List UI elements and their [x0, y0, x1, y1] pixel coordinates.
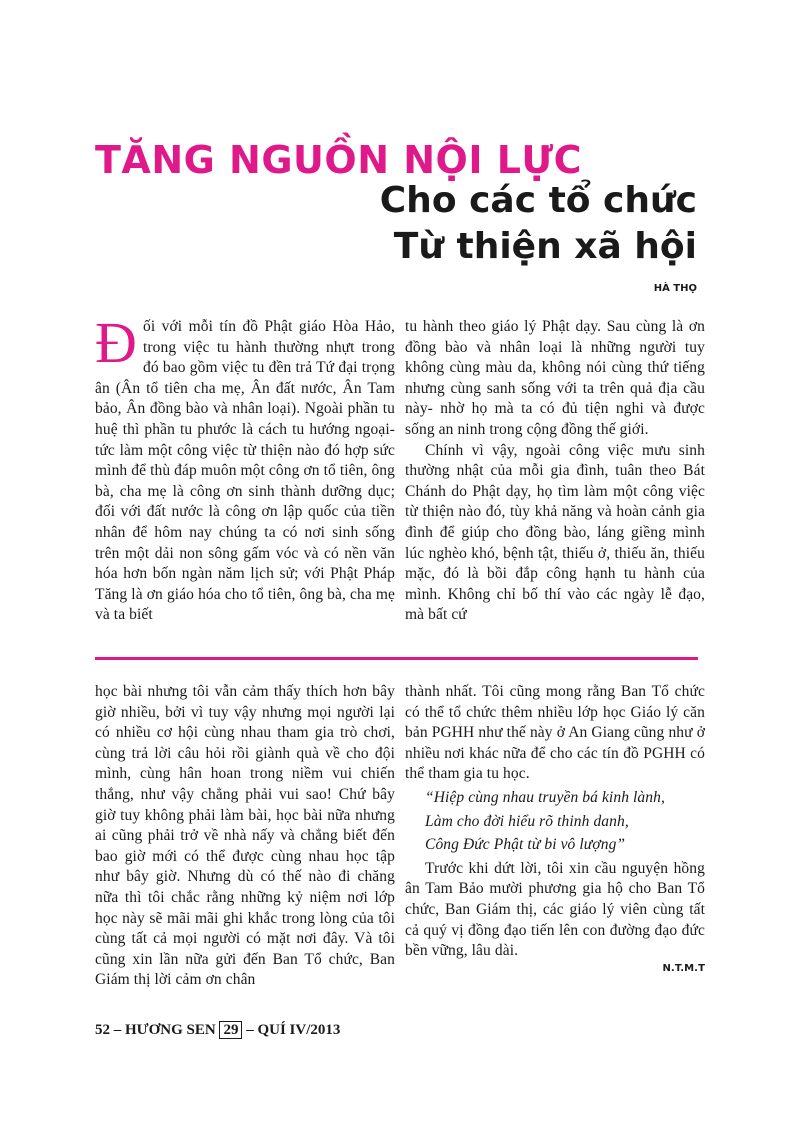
paragraph-text: ối với mỗi tín đồ Phật giáo Hòa Hảo, trong việc tu hành thường nhựt trong đó bao gồm việc tu đền trả Tứ đại trọng ân (Ân tổ tiên cha mẹ, Ân đất nước, Ân Tam bảo, Ân đồng bào và nhân loại). Ngoài phần tu huệ thì phần tu phước là cách tu hướng ngoại- tức làm một công việc từ thiện nào đó hợp sức mình để thù đáp muôn một công ơn tổ tiên, ông bà, cha mẹ là công ơn sinh thành dưỡng dục; đối với đất nước là công ơn lập quốc của tiền nhân để hôm nay chúng ta có nơi sinh sống trên một dải non sông gấm vóc và có nền văn hóa hơn bốn ngàn năm lịch sử; với Phật Pháp Tăng là ơn giáo hóa cho tổ tiên, ông bà, cha mẹ và ta biết	[95, 318, 395, 624]
article-column-2	[405, 317, 705, 626]
verse-line: “Hiệp cùng nhau truyền bá kinh lành,	[425, 788, 665, 806]
article-paragraph: Chính vì vậy, ngoài công việc mưu sinh thường nhật của mỗi gia đình, tuân theo Bát Chánh do Phật dạy, họ tìm làm một công việc từ thiện nào đó, tùy khả năng và hoàn cảnh gia đình để giúp cho đồng bào, láng giềng mình lúc nghèo khó, bệnh tật, thiếu ở, thiếu ăn, thiếu mặc, đó là bồi đắp công hạnh tu hành của mình. Không chỉ bố thí vào các ngày lễ đạo, mà bất cứ	[405, 441, 705, 624]
issue-quarter: – QUÍ IV/2013	[246, 1022, 341, 1038]
article-paragraph	[95, 310, 395, 626]
author-byline: HÀ THỌ	[653, 283, 697, 294]
section-divider	[95, 657, 698, 660]
continuation-paragraph: Trước khi dứt lời, tôi xin cầu nguyện hồng ân Tam Bảo mười phương gia hộ cho Ban Tổ chức, Ban Giám thị, các giáo lý viên cùng tất cả quý vị đồng đạo tiến lên con đường đạo đức bền vững, lâu dài.	[405, 859, 705, 960]
magazine-name: – HƯƠNG SEN	[113, 1022, 216, 1038]
verse-line: Công Đức Phật từ bi vô lượng”	[425, 836, 626, 854]
drop-cap: Đ	[95, 310, 137, 375]
article-subtitle-line2: Từ thiện xã hội	[393, 226, 697, 267]
article-paragraph: tu hành theo giáo lý Phật dạy. Sau cùng là ơn đồng bào và nhân loại là những người tuy không cùng màu da, không nói cùng thứ tiếng nhưng cùng sanh sống với ta trên quả địa cầu này- nhờ họ mà ta có đủ tiện nghi và được sống an ninh trong cộng đồng thế giới.	[405, 318, 705, 438]
continuation-column-2	[405, 682, 705, 976]
continuation-column-1	[95, 682, 395, 991]
continuation-paragraph: học bài nhưng tôi vẫn cảm thấy thích hơn bây giờ nhiều, bởi vì tuy vậy nhưng mọi người lại có nhiều cơ hội cùng nhau tham gia trò chơi, cùng trả lời câu hỏi rồi giành quà về cho đội mình, cùng hân hoan trong niềm vui chiến thắng, như vậy chẳng phải vui sao! Chứ bây giờ tuy không phải làm bài, học bài nữa nhưng ai cũng phải trở về nhà nấy và chẳng biết đến bao giờ mới có thể được cùng nhau học tập như bây giờ. Nhưng dù có thế nào đi chăng nữa thì tôi chắc rằng những kỷ niệm nơi lớp học này sẽ mãi mãi ghi khắc trong lòng của tôi cùng tất cả mọi người có mặt nơi đây. Và tôi cũng xin lần nữa gửi đến Ban Tổ chức, Ban Giám thị lời cảm ơn chân	[95, 683, 395, 989]
continuation-paragraph: thành nhất. Tôi cũng mong rằng Ban Tổ chức có thể tổ chức thêm nhiều lớp học Giáo lý căn bản PGHH như thế này ở An Giang cũng như ở nhiều nơi khác nữa để cho các tín đồ PGHH có thể tham gia tu học.	[405, 683, 705, 783]
issue-number: 29	[219, 1021, 242, 1039]
verse-line: Làm cho đời hiểu rõ thinh danh,	[425, 812, 629, 830]
page-number: 52	[95, 1022, 110, 1038]
signature: N.T.M.T	[662, 962, 705, 974]
page-footer	[95, 1022, 340, 1039]
article-column-1	[95, 310, 395, 626]
article-subtitle-line1: Cho các tổ chức	[379, 180, 697, 221]
article-title: TĂNG NGUỒN NỘI LỰC	[95, 138, 583, 182]
